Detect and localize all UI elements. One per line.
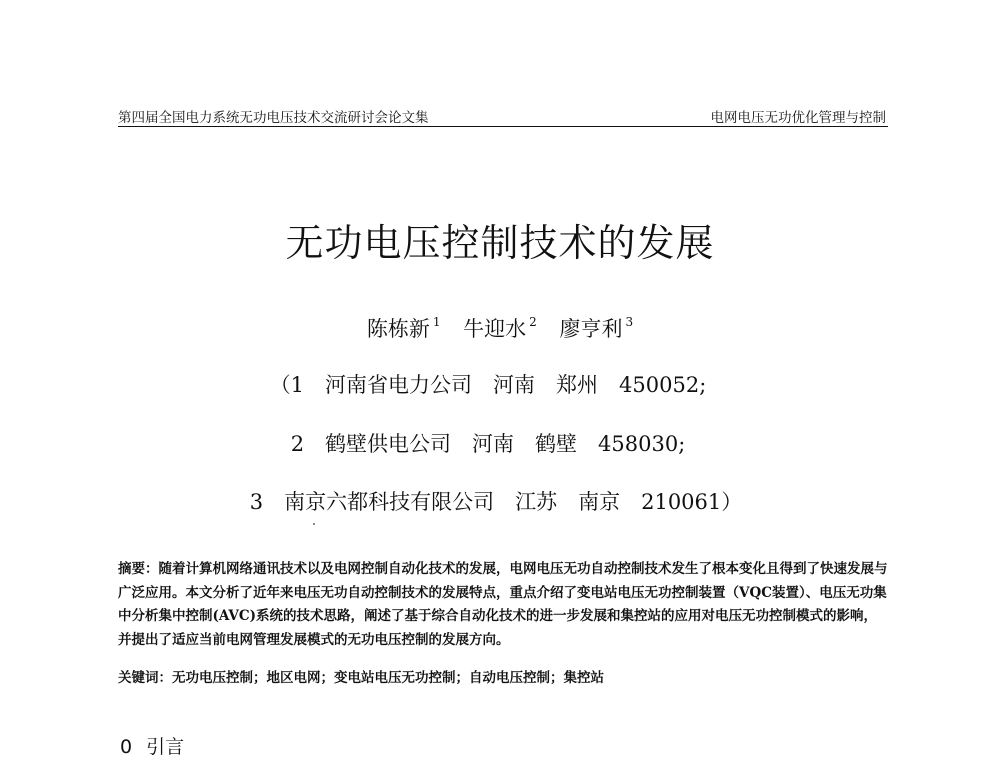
- section-number: 0: [120, 736, 133, 758]
- keywords-label: 关键词：: [118, 670, 172, 686]
- abstract: [118, 558, 888, 652]
- keywords-text: 无功电压控制；地区电网；变电站电压无功控制；自动电压控制；集控站: [172, 670, 604, 686]
- affiliation-2: 2 鹤壁供电公司 河南 鹤壁 458030;: [290, 432, 686, 456]
- scan-speck: [313, 523, 315, 525]
- running-header: [118, 104, 888, 127]
- author: [560, 317, 634, 341]
- author-affiliation-mark: 2: [529, 315, 537, 329]
- author-list: [0, 313, 1000, 343]
- author-name: 廖亨利: [559, 317, 623, 341]
- abstract-text: 随着计算机网络通讯技术以及电网控制自动化技术的发展，电网电压无功自动控制技术发生了根本变化且得到了快速发展与广泛应用。本文分析了近年来电压无功自动控制技术的发展特点，重点介绍了变电站电压无功控制装置（VQC装置）、电压无功集中分析集中控制(AVC)系统的技术思路，阐述了基于综合自动化技术的进一步发展和集控站的应用对电压无功控制模式的影响，并提出了适应当前电网管理发展模式的无功电压控制的发展方向。: [118, 561, 888, 648]
- running-header-topic: 电网电压无功优化管理与控制: [710, 110, 886, 126]
- section-heading: [120, 732, 184, 759]
- paper-title: 无功电压控制技术的发展: [285, 221, 715, 265]
- author-name: 牛迎水: [463, 317, 527, 341]
- author-name: 陈栋新: [366, 317, 430, 341]
- author: [367, 317, 441, 341]
- author: [463, 317, 537, 341]
- keywords: [118, 666, 888, 686]
- affiliation-1: （1 河南省电力公司 河南 郑州 450052;: [269, 373, 707, 397]
- abstract-label: 摘要：: [118, 561, 159, 577]
- section-title: 引言: [146, 736, 185, 758]
- running-header-proceedings: 第四届全国电力系统无功电压技术交流研讨会论文集: [118, 110, 429, 126]
- author-affiliation-mark: 3: [625, 315, 634, 329]
- affiliation-3: 3 南京六都科技有限公司 江苏 南京 210061）: [249, 490, 743, 514]
- author-affiliation-mark: 1: [432, 315, 441, 329]
